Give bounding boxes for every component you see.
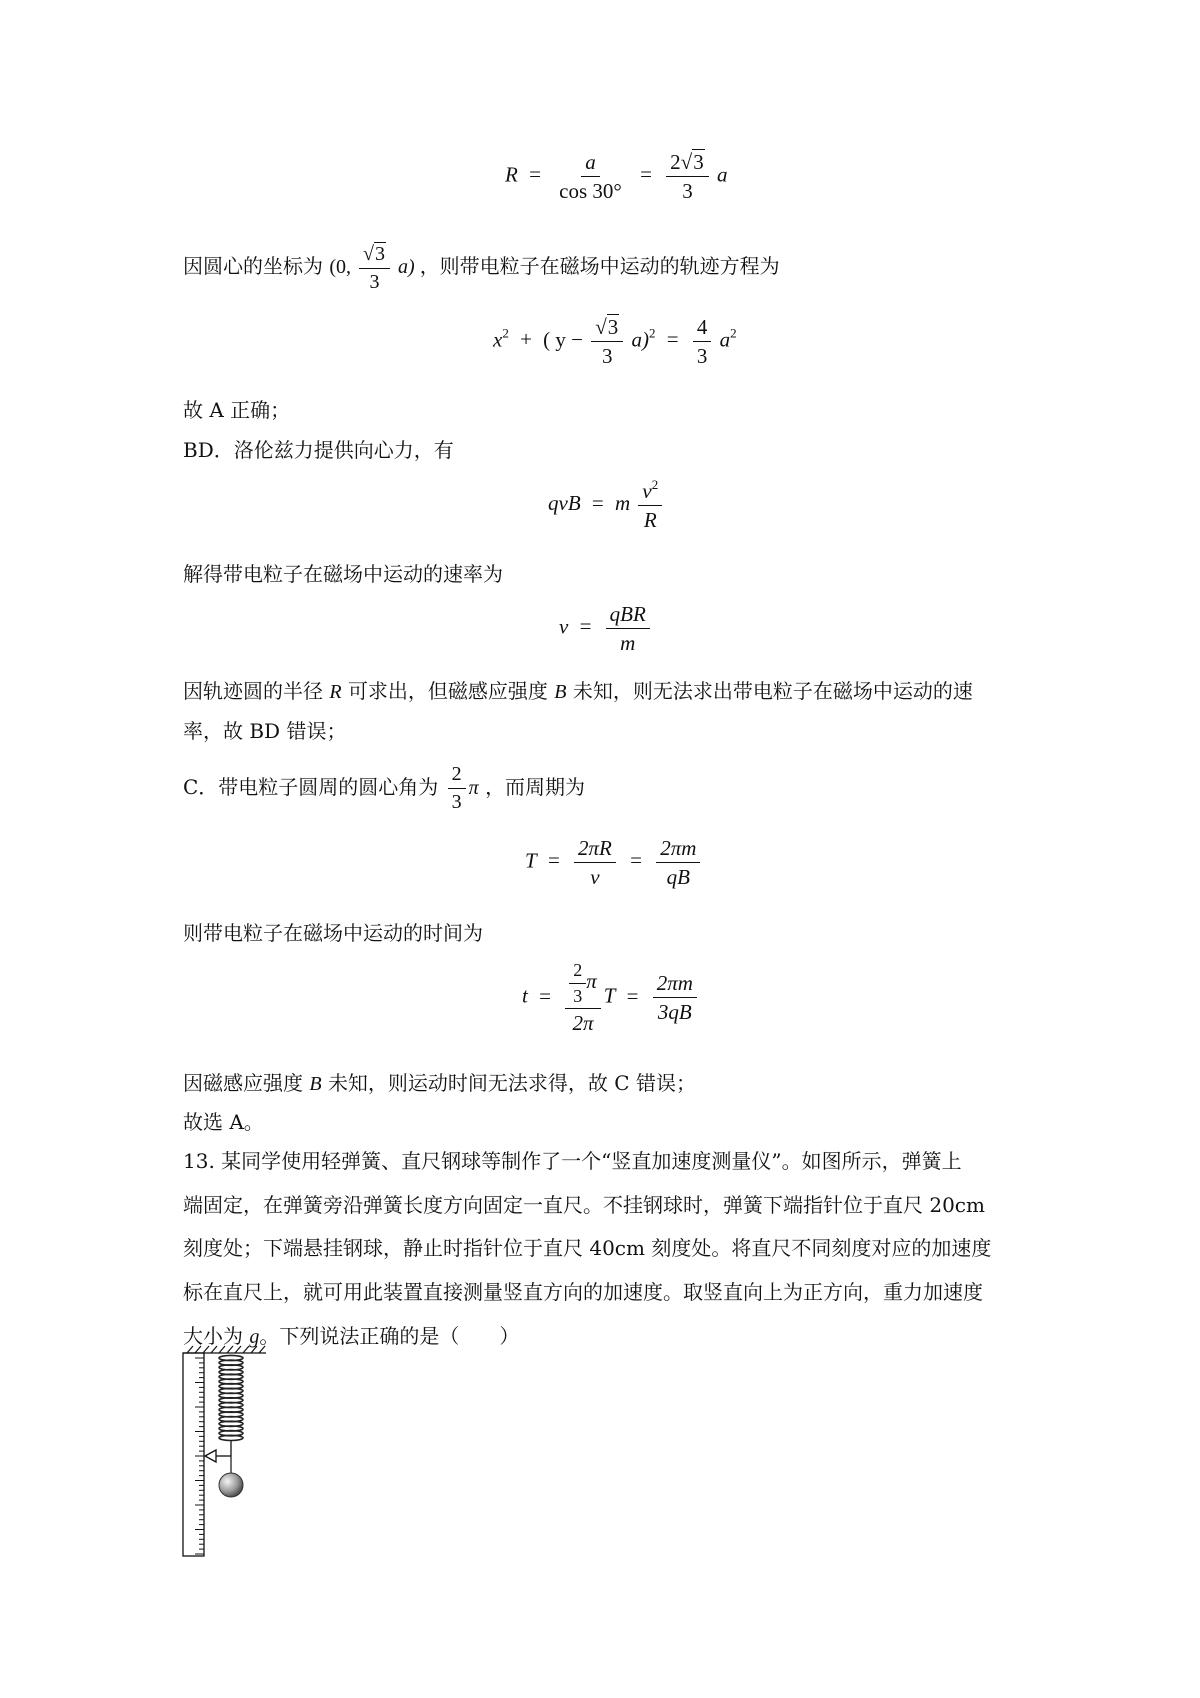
circle-center-line: 因圆心的坐标为 (0, $\frac{√3}{3}$ a) ，则带电粒子在磁场中运动的轨迹方程为: [183, 243, 780, 293]
equation-radius: R = $\frac{a}{\cos 30^\circ}$ = $\frac{2√3}{3}$ a: [505, 150, 728, 204]
q13-line-1: 13. 某同学使用轻弹簧、直尺钢球等制作了一个“竖直加速度测量仪”。如图所示，弹簧上: [183, 1149, 962, 1173]
ceiling-hatch-icon: [183, 1346, 266, 1353]
equation-lorentz: qvB = m $\frac{v^2}{R}$: [548, 478, 665, 532]
ruler-icon: [183, 1353, 204, 1556]
equation-period: T = $\frac{2\pi R}{v}$ = $\frac{2\pi m}{qB}$: [525, 836, 703, 889]
spring-icon: [219, 1355, 243, 1440]
bd-explain-line-2: 率，故 BD 错误；: [183, 719, 347, 743]
equation-time: t = $\frac{2}{3}$ π 2π T = $\frac{2\pi m}{3qB}$: [522, 960, 700, 1036]
q13-line-3: 刻度处；下端悬挂钢球，静止时指针位于直尺 40cm 刻度处。将直尺不同刻度对应的加速度: [183, 1236, 992, 1260]
q13-line-4: 标在直尺上，就可用此装置直接测量竖直方向的加速度。取竖直向上为正方向，重力加速度: [183, 1280, 983, 1304]
q13-line-5: 大小为 g。下列说法正确的是（ ）: [183, 1324, 520, 1348]
steel-ball-icon: [219, 1456, 243, 1497]
spring-ruler-figure: [178, 1344, 278, 1559]
equation-speed: v = $\frac{\text{qBR}}{m}$: [559, 602, 653, 655]
time-line: 则带电粒子在磁场中运动的时间为: [183, 921, 483, 945]
c-explain-line: 因磁感应强度 B 未知，则运动时间无法求得，故 C 错误；: [183, 1071, 696, 1095]
solve-v-line: 解得带电粒子在磁场中运动的速率为: [183, 562, 503, 586]
equation-trajectory: $x^2$ + ( y − $\frac{√3}{3}$ a)$^2$ = $\frac{4}{3}$ $a^2$: [493, 315, 737, 369]
q13-line-2: 端固定，在弹簧旁沿弹簧长度方向固定一直尺。不挂钢球时，弹簧下端指针位于直尺 20cm: [183, 1193, 985, 1217]
c-heading-line: C．带电粒子圆周的圆心角为 $\frac{2}{3}$ π ，而周期为: [183, 763, 586, 813]
answer-line: 故选 A。: [183, 1110, 264, 1134]
pointer-arrow-icon: [205, 1440, 231, 1462]
a-correct-line: 故 A 正确；: [183, 398, 291, 422]
bd-explain-line-1: 因轨迹圆的半径 R 可求出，但磁感应强度 B 未知，则无法求出带电粒子在磁场中运动的速: [183, 679, 973, 703]
bd-heading-line: BD．洛伦兹力提供向心力，有: [183, 438, 454, 462]
